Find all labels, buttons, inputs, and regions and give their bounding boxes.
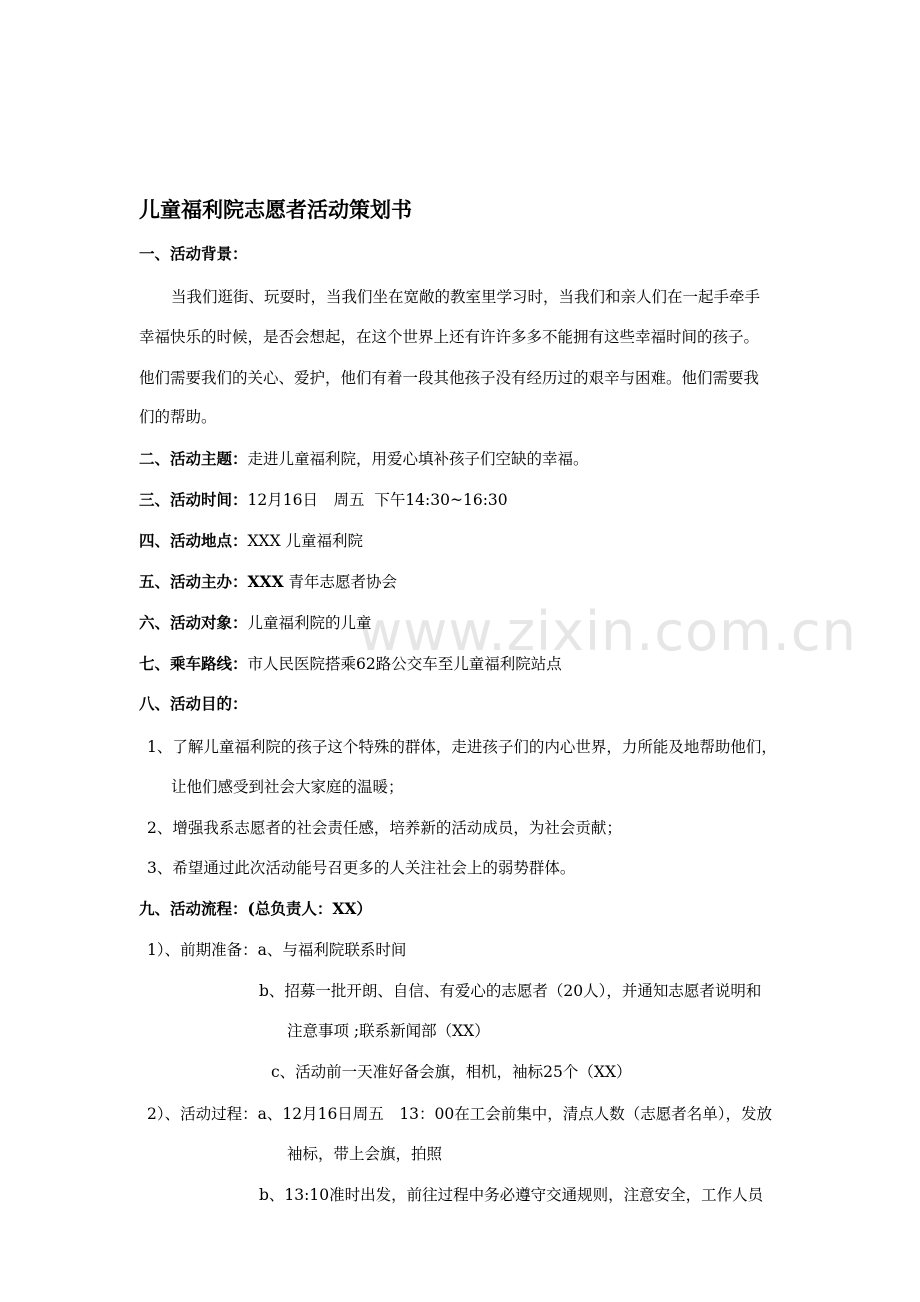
section-9-phase-2-item-a-line-2: 袖标，带上会旗，拍照 (287, 1145, 443, 1163)
section-8-item-3: 3、希望通过此次活动能号召更多的人关注社会上的弱势群体。 (147, 859, 576, 877)
section-9-heading: 九、活动流程：(总负责人：XX） (139, 899, 372, 918)
section-9-phase-1-row (147, 940, 406, 960)
section-1-para-line-3: 他们需要我们的关心、爱护，他们有着一段其他孩子没有经历过的艰辛与困难。他们需要我 (139, 369, 760, 387)
section-7-row (139, 654, 562, 674)
section-8-heading: 八、活动目的： (139, 694, 248, 713)
section-1-para-line-2: 幸福快乐的时候，是否会想起，在这个世界上还有许许多多不能拥有这些幸福时间的孩子。 (139, 328, 760, 346)
watermark-text: www.zixin.com.cn (358, 600, 857, 663)
section-9-phase-1-item-c: c、活动前一天准好备会旗，相机，袖标25个（XX） (271, 1063, 632, 1081)
section-9-phase-2-label: 2）、活动过程： (147, 1105, 258, 1123)
section-4-label: 四、活动地点： (139, 531, 248, 550)
section-6-value: 儿童福利院的儿童 (247, 614, 372, 632)
section-9-phase-1-item-b-line-2: 注意事项 ;联系新闻部（XX） (287, 1022, 490, 1040)
section-6-row (139, 613, 372, 633)
section-9-phase-1-label: 1）、前期准备： (147, 941, 258, 959)
section-4-row (139, 531, 363, 551)
section-2-row (139, 449, 589, 469)
section-5-value-bold: XXX (247, 572, 284, 591)
section-1-para-line-1: 当我们逛街、玩耍时，当我们坐在宽敞的教室里学习时，当我们和亲人们在一起手牵手 (171, 288, 761, 306)
section-3-label: 三、活动时间： (139, 490, 248, 509)
section-5-label: 五、活动主办： (139, 572, 248, 591)
section-9-phase-2-item-b: b、13:10准时出发，前往过程中务必遵守交通规则，注意安全，工作人员 (259, 1186, 764, 1204)
section-1-heading: 一、活动背景： (139, 244, 248, 263)
section-9-phase-1-item-a: a、与福利院联系时间 (257, 941, 407, 959)
section-6-label: 六、活动对象： (139, 613, 248, 632)
section-8-item-1-line-1: 1、了解儿童福利院的孩子这个特殊的群体，走进孩子们的内心世界，力所能及地帮助他们， (147, 738, 777, 756)
section-8-item-2: 2、增强我系志愿者的社会责任感，培养新的活动成员，为社会贡献； (147, 819, 622, 837)
section-4-value: XXX 儿童福利院 (247, 532, 364, 550)
section-7-label: 七、乘车路线： (139, 654, 248, 673)
section-5-row (139, 572, 397, 592)
section-3-row (139, 490, 508, 510)
section-2-value: 走进儿童福利院，用爱心填补孩子们空缺的幸福。 (247, 450, 589, 468)
section-2-label: 二、活动主题： (139, 449, 248, 468)
section-9-phase-2-item-a-line-1: a、12月16日周五 13：00在工会前集中，清点人数（志愿者名单），发放 (257, 1105, 773, 1123)
section-3-value: 12月16日 周五 下午14:30~16:30 (247, 491, 508, 509)
section-9-phase-2-row (147, 1104, 772, 1124)
section-1-para-line-4: 们的帮助。 (139, 408, 217, 426)
section-5-value: 青年志愿者协会 (283, 573, 398, 591)
section-7-value: 市人民医院搭乘62路公交车至儿童福利院站点 (247, 655, 562, 673)
section-9-phase-1-item-b-line-1: b、招募一批开朗、自信、有爱心的志愿者（20人），并通知志愿者说明和 (259, 982, 762, 1000)
section-8-item-1-line-2: 让他们感受到社会大家庭的温暖； (171, 778, 404, 796)
document-title: 儿童福利院志愿者活动策划书 (139, 197, 412, 222)
